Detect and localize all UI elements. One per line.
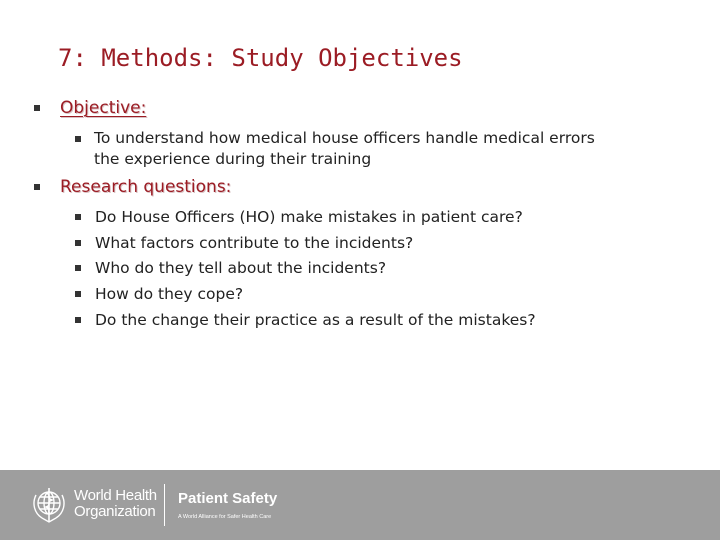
- footer-divider: [164, 484, 165, 526]
- square-bullet-icon: [34, 184, 40, 190]
- square-bullet-icon: [75, 136, 81, 142]
- square-bullet-icon: [75, 214, 81, 220]
- objective-heading: [34, 98, 146, 118]
- square-bullet-icon: [34, 105, 40, 111]
- square-bullet-icon: [75, 265, 81, 271]
- list-item: Who do they tell about the incidents?: [75, 256, 536, 282]
- objective-heading-label: Objective:: [60, 98, 147, 118]
- footer: [0, 470, 720, 540]
- list-item: Do the change their practice as a result of the mistakes?: [75, 307, 536, 333]
- square-bullet-icon: [75, 240, 81, 246]
- research-questions-list: [75, 204, 536, 333]
- program-subtitle: A World Alliance for Safer Health Care: [178, 514, 272, 520]
- objective-item: [75, 128, 595, 170]
- square-bullet-icon: [75, 291, 81, 297]
- page-title: 7: Methods: Study Objectives: [58, 44, 463, 72]
- program-title: Patient Safety: [178, 490, 278, 507]
- who-emblem-icon: [30, 485, 68, 525]
- list-item: What factors contribute to the incidents?: [75, 230, 536, 256]
- research-heading-label: Research questions:: [60, 177, 232, 197]
- square-bullet-icon: [75, 317, 81, 323]
- objective-item-line1: To understand how medical house officers handle medical errors: [94, 129, 595, 147]
- research-heading: [34, 177, 231, 197]
- list-item: Do House Officers (HO) make mistakes in patient care?: [75, 204, 536, 230]
- list-item: How do they cope?: [75, 281, 536, 307]
- objective-item-line2: the experience during their training: [94, 150, 372, 168]
- org-name: World Health Organization: [74, 487, 157, 520]
